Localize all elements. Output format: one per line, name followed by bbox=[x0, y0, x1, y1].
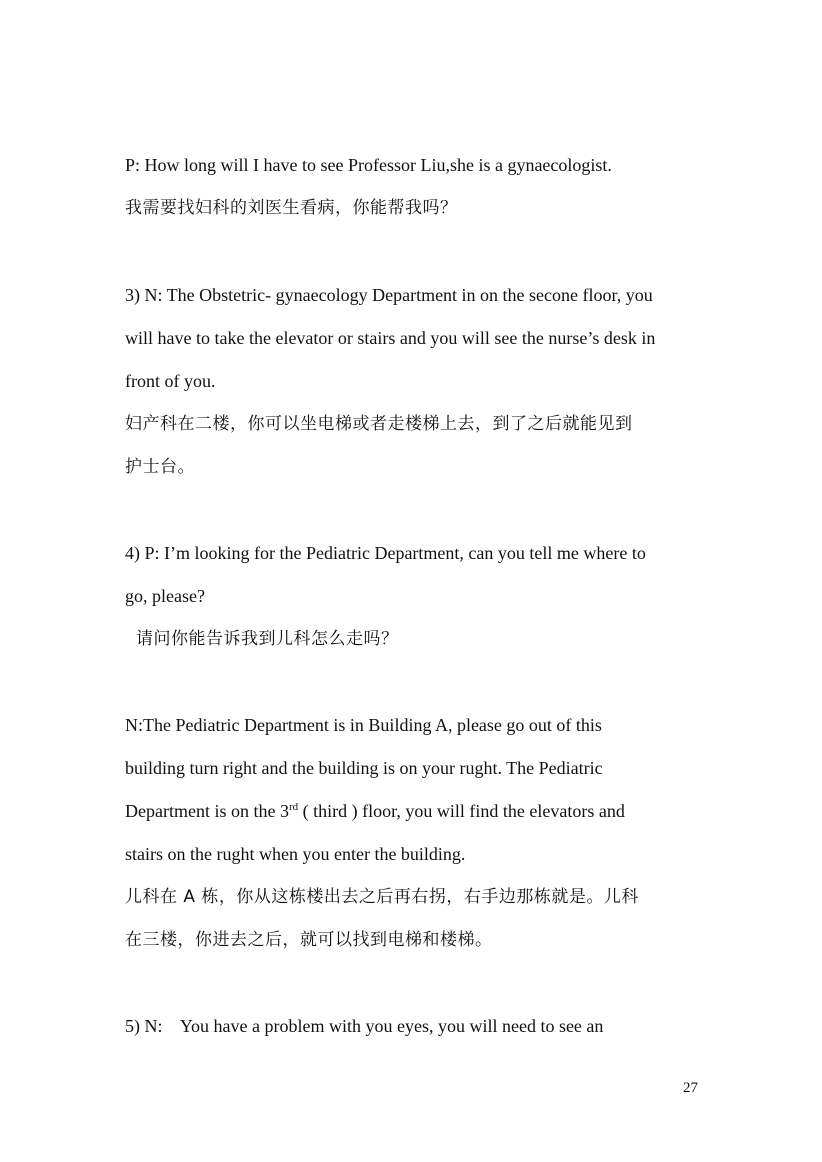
text-line: go, please? bbox=[125, 586, 205, 606]
text-line-chinese: 我需要找妇科的刘医生看病，你能帮我吗？ bbox=[125, 198, 458, 218]
text-line-chinese: 护士台。 bbox=[125, 457, 195, 477]
ordinal-superscript: rd bbox=[288, 801, 299, 813]
text-line: 3) N: The Obstetric- gynaecology Department in on the secone floor, you bbox=[125, 285, 653, 305]
text-segment: Department is on the 3 bbox=[125, 801, 289, 821]
text-line: 4) P: I’m looking for the Pediatric Department, can you tell me where to bbox=[125, 543, 646, 563]
page-number: 27 bbox=[683, 1080, 698, 1096]
text-line: 5) N: You have a problem with you eyes, you will need to see an bbox=[125, 1016, 604, 1036]
text-line-chinese: 妇产科在二楼，你可以坐电梯或者走楼梯上去，到了之后就能见到 bbox=[125, 414, 633, 434]
text-line: building turn right and the building is on your rught. The Pediatric bbox=[125, 758, 603, 778]
text-line: N:The Pediatric Department is in Building A, please go out of this bbox=[125, 715, 602, 735]
text-line-chinese: 在三楼，你进去之后，就可以找到电梯和楼梯。 bbox=[125, 930, 493, 950]
text-line: stairs on the rught when you enter the building. bbox=[125, 844, 466, 864]
text-line: front of you. bbox=[125, 371, 216, 391]
text-segment: ( third ) floor, you will find the elevators and bbox=[298, 801, 625, 821]
text-line-chinese: 儿科在 A 栋，你从这栋楼出去之后再右拐，右手边那栋就是。儿科 bbox=[125, 887, 639, 907]
text-line: will have to take the elevator or stairs and you will see the nurse’s desk in bbox=[125, 328, 656, 348]
text-line: P: How long will I have to see Professor Liu,she is a gynaecologist. bbox=[125, 155, 612, 175]
text-line-chinese: 请问你能告诉我到儿科怎么走吗？ bbox=[136, 629, 399, 649]
text-line bbox=[125, 800, 625, 822]
